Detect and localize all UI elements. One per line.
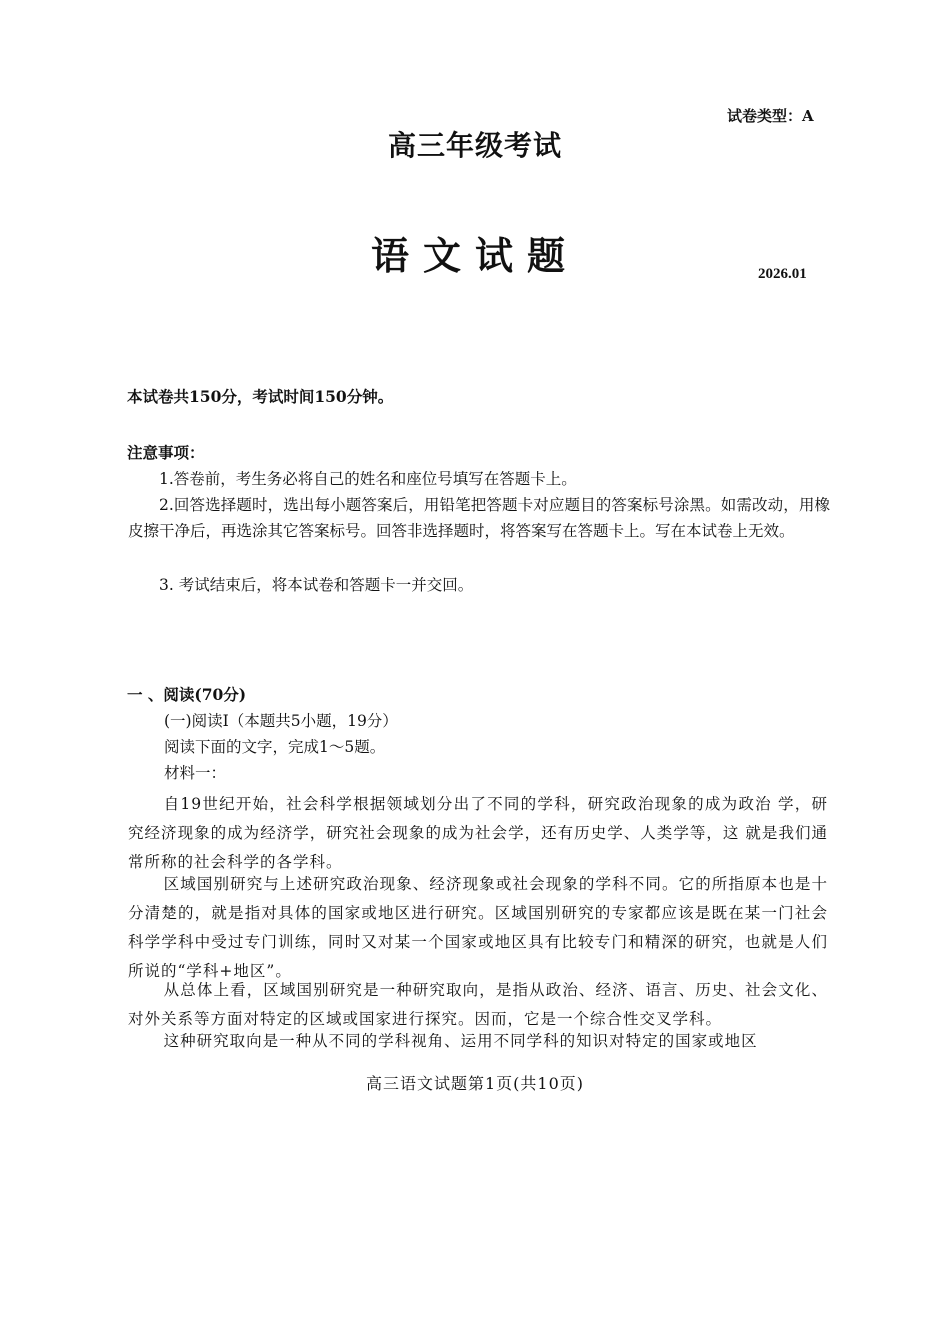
subject-title: 语文试题: [370, 233, 579, 278]
exam-title: 高三年级考试: [387, 129, 562, 162]
reading-paragraph: 区域国别研究与上述研究政治现象、经济现象或社会现象的学科不同。它的所指原本也是十分清楚的，就是指对具体的国家或地区进行研究。区域国别研究的专家都应该是既在某一门社会科学学科中受过专门训练，同时又对某一个国家或地区具有比较专门和精深的研究，也就是人们所说的“学科+地区”。: [128, 875, 828, 980]
reading-instruction: 阅读下面的文字，完成1～5题。: [164, 738, 386, 756]
reading-paragraph: 这种研究取向是一种从不同的学科视角、运用不同学科的知识对特定的国家或地区: [163, 1032, 758, 1050]
exam-date: 2026.01: [758, 266, 807, 282]
notice-item: 3. 考试结束后，将本试卷和答题卡一并交回。: [159, 576, 474, 594]
subsection-heading: (一)阅读Ⅰ（本题共5小题，19分）: [164, 712, 398, 730]
reading-paragraph: 自19世纪开始，社会科学根据领域划分出了不同的学科，研究政治现象的成为政治 学，研究经济现象的成为经济学，研究社会现象的成为社会学，还有历史学、人类学等，这 就是我们通常所称的社会科学的各学科。: [128, 795, 828, 871]
reading-paragraph: 从总体上看，区域国别研究是一种研究取向，是指从政治、经济、语言、历史、社会文化、对外关系等方面对特定的区域或国家进行探究。因而，它是一个综合性交叉学科。: [128, 981, 828, 1028]
paper-type-label: 试卷类型：A: [727, 107, 814, 125]
page-footer: 高三语文试题第1页(共10页): [365, 1074, 585, 1093]
notice-heading: 注意事项：: [127, 443, 205, 462]
material-label: 材料一：: [164, 764, 227, 782]
notice-item: 1.答卷前，考生务必将自己的姓名和座位号填写在答题卡上。: [159, 470, 577, 488]
section-heading: 一 、阅读(70分): [127, 685, 247, 704]
exam-summary: 本试卷共150分，考试时间150分钟。: [127, 387, 394, 406]
notice-item: 2.回答选择题时，选出每小题答案后，用铅笔把答题卡对应题目的答案标号涂黑。如需改动，用橡皮擦干净后，再选涂其它答案标号。回答非选择题时，将答案写在答题卡上。写在本试卷上无效。: [128, 496, 830, 540]
